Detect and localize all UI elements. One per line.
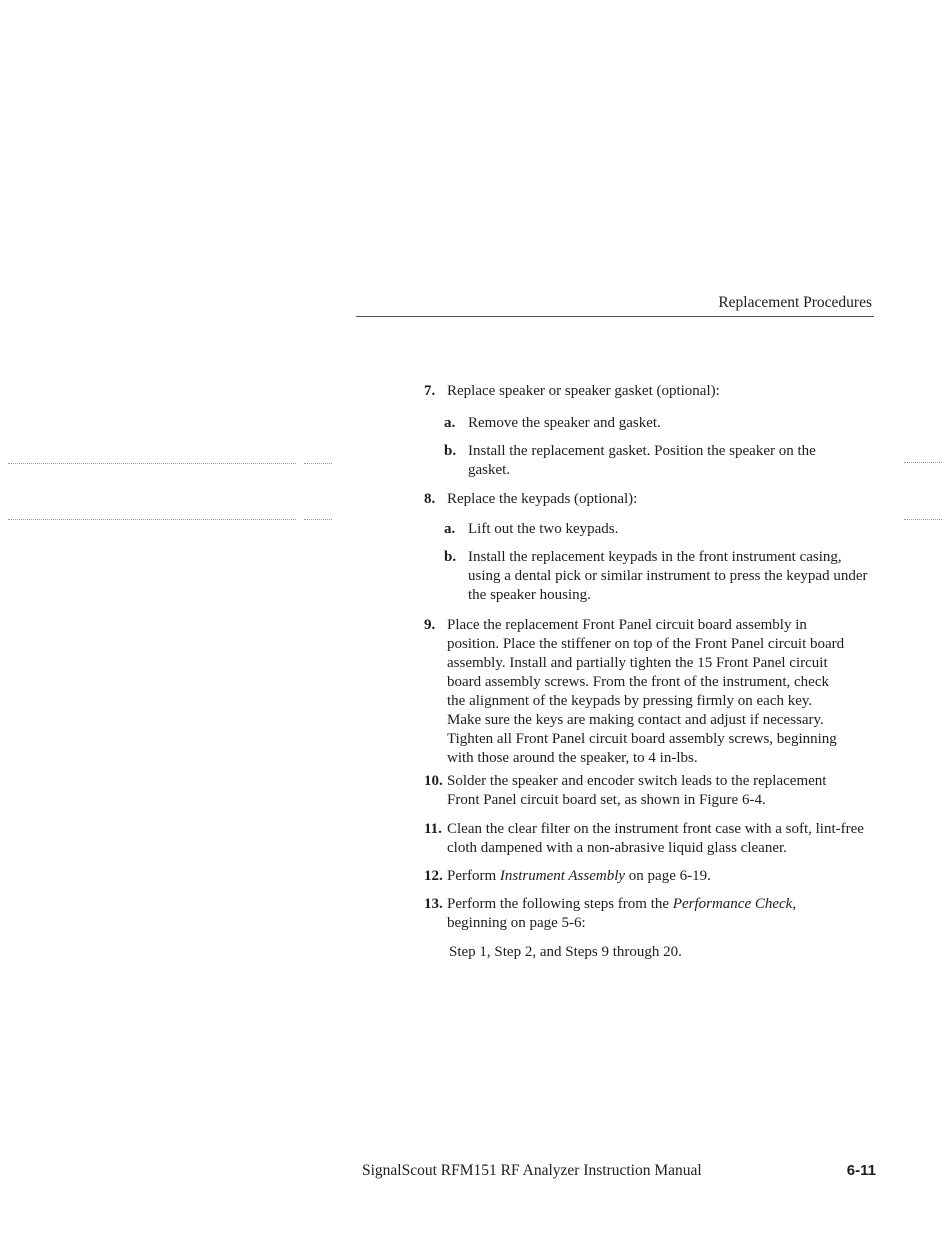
step-text-suffix: on page 6-19. [625, 868, 711, 884]
step-text [447, 867, 876, 886]
step-number: 7. [424, 383, 436, 399]
cross-reference-link: Instrument Assembly [499, 868, 626, 884]
step-12 [424, 867, 876, 886]
substep-letter: b. [444, 549, 457, 565]
step-number: 13. [424, 896, 443, 912]
substep-text: Install the replacement keypads in the front instrument casing, using a dental pick or similar instrument to press the keypad under the speaker housing. [468, 549, 868, 603]
step-number: 12. [424, 868, 443, 884]
step-13 [424, 895, 834, 933]
step-text-prefix: Perform the following steps from the [447, 896, 673, 912]
substep-text: Remove the speaker and gasket. [468, 415, 661, 431]
step-7 [424, 382, 876, 401]
substep-letter: a. [444, 521, 456, 537]
footer-page-number: 6-11 [846, 1162, 876, 1179]
step-8a [444, 520, 876, 539]
substep-text: Install the replacement gasket. Position the speaker on the gasket. [468, 443, 816, 478]
footer-manual-title: SignalScout RFM151 RF Analyzer Instruction Manual [362, 1162, 702, 1179]
step-number: 9. [424, 617, 436, 633]
substep-letter: a. [444, 415, 456, 431]
step-text-prefix: Perform [447, 868, 500, 884]
step-number: 10. [424, 773, 443, 789]
step-text: Clean the clear filter on the instrument front case with a soft, lint-free cloth dampened with a non-abrasive liquid glass cleaner. [447, 821, 864, 856]
step-8b [444, 548, 870, 605]
step-text: Replace the keypads (optional): [447, 491, 638, 507]
step-text: Solder the speaker and encoder switch leads to the replacement Front Panel circuit board set, as shown in Figure 6-4. [447, 773, 827, 808]
step-number: 8. [424, 491, 436, 507]
step-8 [424, 490, 876, 509]
step-7b [444, 442, 844, 480]
step-11 [424, 820, 870, 858]
step-text: Replace speaker or speaker gasket (optional): [447, 383, 720, 399]
cross-reference-link: Performance Check, [672, 896, 797, 912]
step-10 [424, 772, 856, 810]
step-text-suffix: beginning on page 5-6: [447, 915, 586, 931]
page-header-title: Replacement Procedures [718, 294, 872, 311]
step-13-detail: Step 1, Step 2, and Steps 9 through 20. [449, 944, 682, 960]
substep-letter: b. [444, 443, 457, 459]
step-9 [424, 616, 850, 768]
step-number: 11. [424, 821, 442, 837]
step-text [447, 895, 834, 933]
substep-text: Lift out the two keypads. [468, 521, 619, 537]
step-7a [444, 414, 876, 433]
step-text: Place the replacement Front Panel circuit board assembly in position. Place the stiffener on top of the Front Panel circuit board assembly. Install and partially tighten the 15 Front Panel circuit board assembly screws. From the front of the instrument, check the alignment of the keypads by pressing firmly on each key. Make sure the keys are making contact and adjust if necessary. Tighten all Front Panel circuit board assembly screws, beginning with those around the speaker, to 4 in-lbs. [447, 617, 845, 766]
